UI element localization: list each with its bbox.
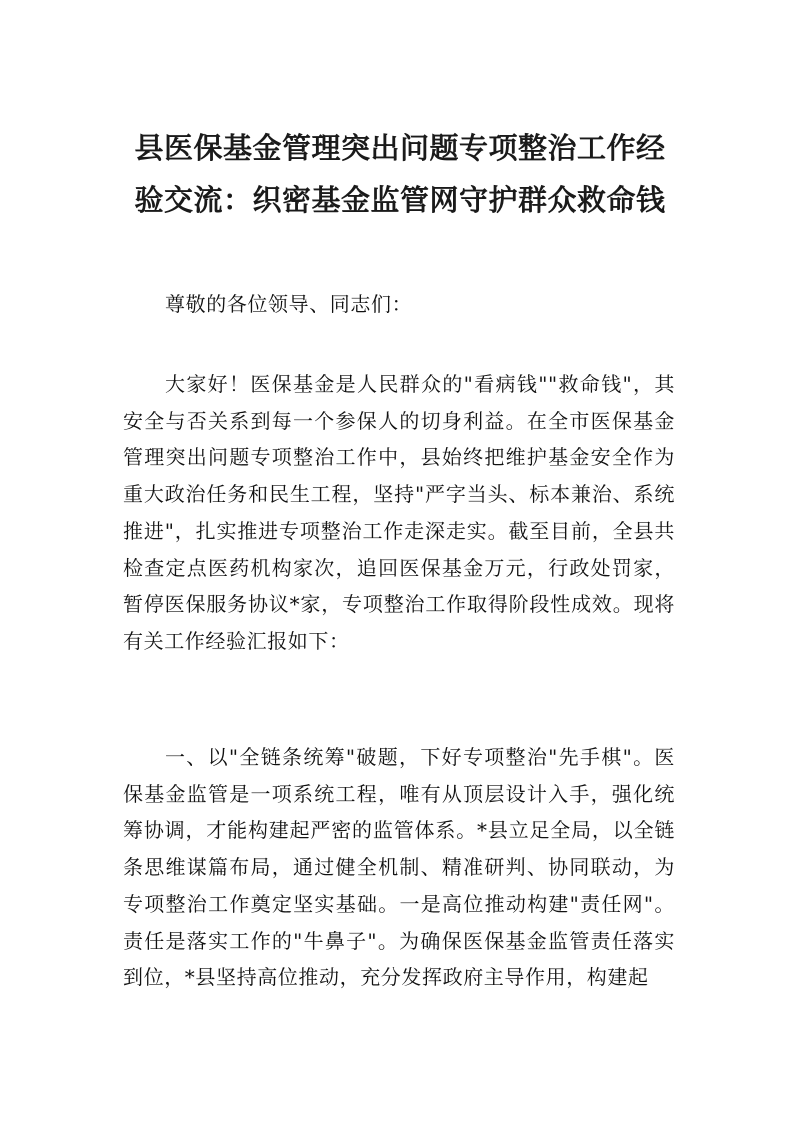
document-title (120, 122, 680, 226)
title-line-2: 验交流：织密基金监管网守护群众救命钱 (134, 183, 666, 217)
title-line-1: 县医保基金管理突出问题专项整治工作经 (134, 131, 666, 165)
paragraph-section-one: 一、以"全链条统筹"破题，下好专项整治"先手棋"。医保基金监管是一项系统工程，唯有从顶层设计入手，强化统筹协调，才能构建起严密的监管体系。*县立足全局，以全链条思维谋篇布局，通过健全机制、精准研判、协同联动，为专项整治工作奠定坚实基础。一是高位推动构建"责任网"。责任是落实工作的"牛鼻子"。为确保医保基金监管责任落实到位，*县坚持高位推动，充分发挥政府主导作用，构建起 (123, 745, 675, 990)
paragraph-intro: 大家好！医保基金是人民群众的"看病钱""救命钱"，其安全与否关系到每一个参保人的切身利益。在全市医保基金管理突出问题专项整治工作中，县始终把维护基金安全作为重大政治任务和民生工程，坚持"严字当头、标本兼治、系统推进"，扎实推进专项整治工作走深走实。截至目前，全县共检查定点医药机构家次，追回医保基金万元，行政处罚家，暂停医保服务协议*家，专项整治工作取得阶段性成效。现将有关工作经验汇报如下： (123, 372, 675, 653)
salutation: 尊敬的各位领导、同志们： (165, 292, 413, 316)
